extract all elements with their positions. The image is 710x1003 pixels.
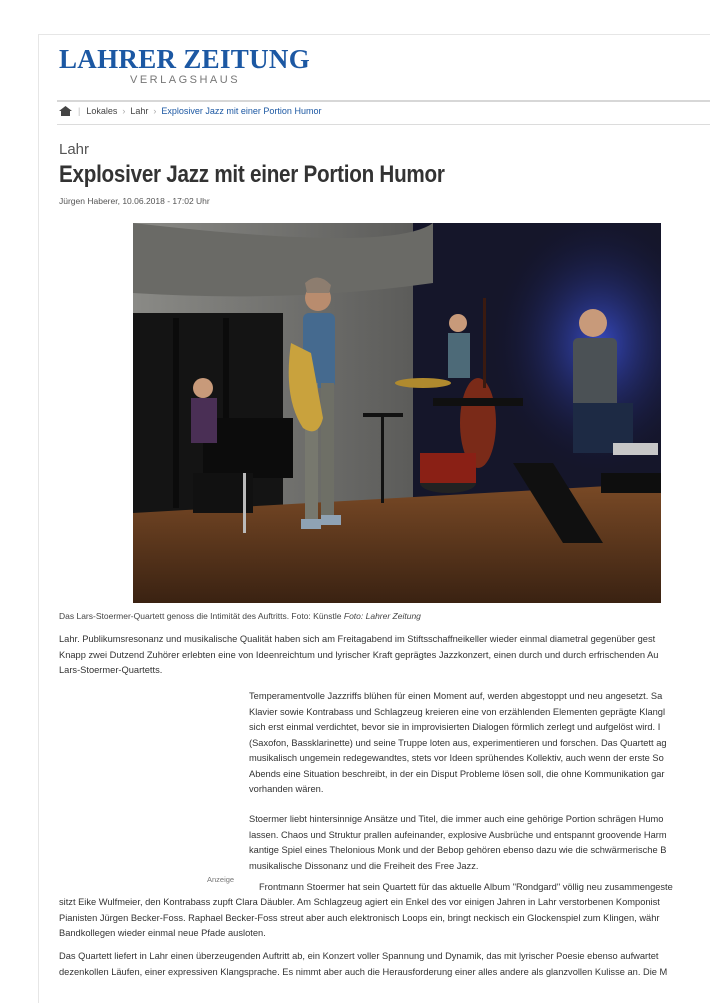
article-paragraph-2 bbox=[249, 689, 667, 798]
text-line: musikalische Dissonanz und die Freiheit des Free Jazz. bbox=[249, 860, 479, 871]
text-line: Lahr. Publikumsresonanz und musikalische Qualität haben sich am Freitagabend im Stiftsschaffneikeller wieder einmal diametral gegenüber gest bbox=[59, 634, 656, 644]
text-line: Frontmann Stoermer hat sein Quartett für das aktuelle Album "Rondgard" völlig neu zusammengeste bbox=[259, 882, 673, 892]
brand-logo[interactable] bbox=[59, 45, 310, 86]
text-line: Bandkollegen wieder einmal neue Pfade ausloten. bbox=[59, 928, 266, 938]
text-line: vorhanden wären. bbox=[249, 784, 324, 794]
brand-name: LAHRER ZEITUNG bbox=[59, 44, 310, 74]
breadcrumb-divider: | bbox=[78, 106, 81, 116]
breadcrumb-item-lokales[interactable]: Lokales bbox=[86, 106, 118, 116]
text-line: Stoermer liebt hintersinnige Ansätze und Titel, die immer auch eine gehörige Portion schrägen Humo bbox=[249, 814, 664, 824]
text-line: Abends eine Situation beschreibt, in der ein Disput Probleme lösen soll, die ohne Kommunikation gar bbox=[249, 768, 665, 779]
brand-sub: VERLAGSHAUS bbox=[130, 74, 241, 86]
photo-caption-source: Foto: Lahrer Zeitung bbox=[343, 611, 421, 621]
breadcrumb-item-lahr[interactable]: Lahr bbox=[130, 106, 149, 116]
article-byline: Jürgen Haberer, 10.06.2018 - 17:02 Uhr bbox=[59, 196, 210, 206]
article-kicker: Lahr bbox=[59, 141, 90, 158]
article-paragraph-3 bbox=[249, 812, 667, 874]
photo-caption-text: Das Lars-Stoermer-Quartett genoss die Intimität des Auftritts. Foto: Künstle bbox=[59, 611, 342, 621]
photo-caption bbox=[59, 611, 421, 621]
article-paragraph-1 bbox=[59, 632, 658, 679]
breadcrumb bbox=[59, 106, 321, 116]
breadcrumb-bar bbox=[57, 100, 710, 125]
text-line: kantige Spiel eines Thelonious Monk und der Bebop gehören ebenso dazu wie die schwärmerische B bbox=[249, 845, 667, 855]
text-line: Das Quartett liefert in Lahr einen überzeugenden Auftritt ab, ein Konzert voller Spannung und Dynamik, das mit lyrischer Poesie ebenso aufwartet bbox=[59, 951, 659, 961]
article-headline: Explosiver Jazz mit einer Portion Humor bbox=[59, 161, 445, 188]
text-line: sich erst einmal verdichtet, bevor sie in improvisierten Dialogen förmlich zerlegt und aufgelöst wird. I bbox=[249, 722, 661, 732]
article-paragraph-5 bbox=[59, 949, 667, 980]
text-line: Temperamentvolle Jazzriffs blühen für einen Moment auf, werden abgestoppt und neu angesetzt. Sa bbox=[249, 691, 663, 701]
text-line: musikalisch ungemein redegewandtes, stets vor Ideen sprühendes Kollektiv, auch wenn der erste So bbox=[249, 753, 664, 763]
concert-photo-illustration bbox=[133, 223, 661, 603]
text-line: lassen. Chaos und Struktur prallen aufeinander, explosive Ausbrüche und entspannt groovende Harm bbox=[249, 829, 667, 840]
chevron-right-icon: › bbox=[153, 106, 157, 116]
chevron-right-icon: › bbox=[122, 106, 126, 116]
text-line: sitzt Eike Wulfmeier, den Kontrabass zupft Clara Däubler. Am Schlagzeug agiert ein Enkel des vor einigen Jahren in Lahr verstorbenen Komponist bbox=[59, 897, 660, 907]
text-line: Pianisten Jürgen Becker-Foss. Raphael Becker-Foss streut aber auch elektronisch Loops ein, bringt neckisch ein Glockenspiel zum Klingen, währ bbox=[59, 912, 660, 923]
article-photo[interactable] bbox=[133, 223, 661, 603]
text-line: (Saxofon, Bassklarinette) und seine Truppe loten aus, experimentieren und forschen. Das Quartett ag bbox=[249, 737, 667, 748]
text-line: dezenkollen Läufen, einer expressiven Klangsprache. Es nimmt aber auch die Herausforderung einer alles andere als glanzvollen Kulisse an. Die M bbox=[59, 966, 668, 977]
text-line: Knapp zwei Dutzend Zuhörer erlebten eine von Ideenreichtum und lyrischer Kraft geprägtes Jazzkonzert, einen durch und durch erfrischenden Au bbox=[59, 649, 659, 660]
text-line: Lars-Stoermer-Quartetts. bbox=[59, 665, 163, 675]
home-icon[interactable] bbox=[59, 106, 72, 116]
article-paragraph-4-first bbox=[259, 880, 673, 896]
article-page bbox=[38, 34, 710, 1003]
ad-label: Anzeige bbox=[207, 875, 235, 884]
text-line: Klavier sowie Kontrabass und Schlagzeug kreieren eine von erzählenden Elementen geprägte Klangl bbox=[249, 706, 666, 717]
breadcrumb-current[interactable]: Explosiver Jazz mit einer Portion Humor bbox=[161, 106, 322, 116]
article-paragraph-4 bbox=[59, 895, 660, 942]
